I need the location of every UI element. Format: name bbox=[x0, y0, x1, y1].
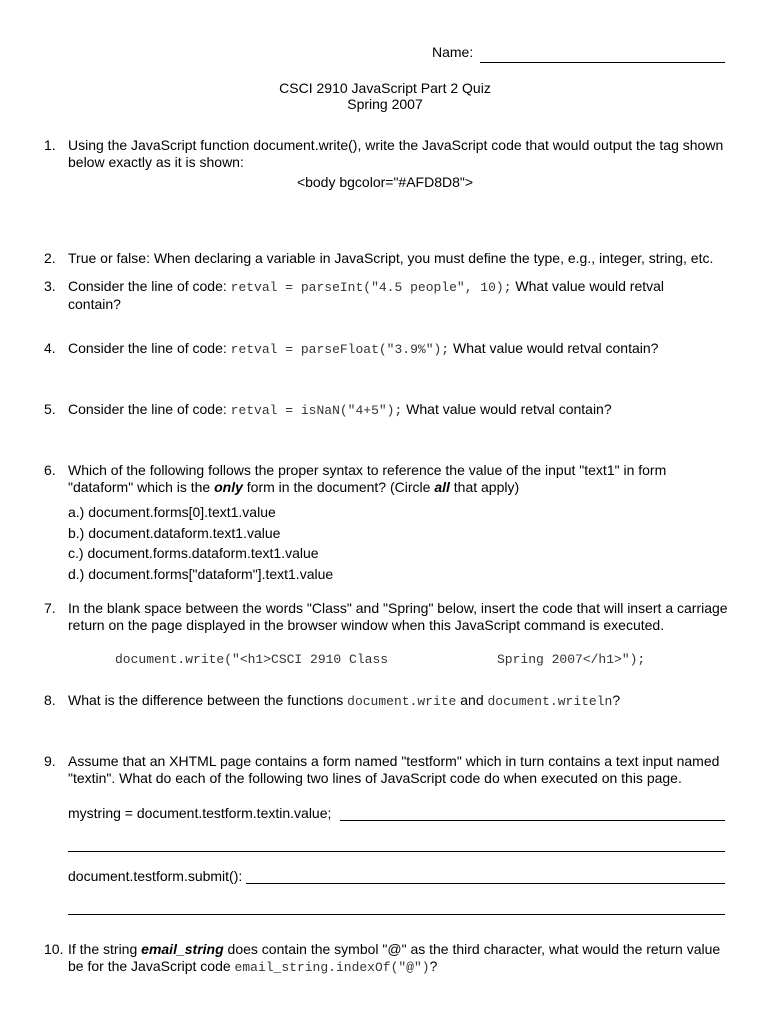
q3-line2: contain? bbox=[68, 296, 121, 312]
quiz-title: CSCI 2910 JavaScript Part 2 Quiz bbox=[279, 80, 491, 96]
q5-code: retval = isNaN("4+5"); bbox=[230, 403, 403, 418]
q4-suffix: What value would retval contain? bbox=[449, 340, 659, 356]
q9-text bbox=[68, 753, 719, 787]
q1-text bbox=[68, 137, 723, 171]
q7-line2: return on the page displayed in the browser window when this JavaScript command is executed. bbox=[68, 617, 665, 633]
q10-suffix: ? bbox=[429, 958, 438, 974]
q6-option-c[interactable]: c.) document.forms.dataform.text1.value bbox=[68, 545, 319, 561]
q6-line2 bbox=[68, 479, 666, 496]
q10-code: email_string.indexOf("@") bbox=[234, 960, 430, 975]
q9-statement2: document.testform.submit(): bbox=[68, 868, 243, 884]
q3-number: 3. bbox=[44, 278, 56, 294]
q8-suffix: ? bbox=[612, 692, 621, 708]
q3-code: retval = parseInt("4.5 people", 10); bbox=[230, 280, 512, 295]
name-label: Name: bbox=[432, 44, 474, 60]
q6-only-emphasis: only bbox=[214, 479, 243, 495]
q8-number: 8. bbox=[44, 692, 56, 708]
q9-line2: "textin". What do each of the following two lines of JavaScript code do when executed on this page. bbox=[68, 770, 682, 786]
q6-option-d[interactable]: d.) document.forms["dataform"].text1.value bbox=[68, 565, 334, 582]
q5-number: 5. bbox=[44, 401, 56, 417]
name-blank-line[interactable] bbox=[480, 62, 725, 63]
q4-text bbox=[68, 340, 658, 358]
q10-text bbox=[68, 941, 720, 976]
q1-number: 1. bbox=[44, 137, 56, 153]
q9-answer1-line2[interactable] bbox=[68, 851, 725, 852]
q6-line1: Which of the following follows the proper syntax to reference the value of the input "text1" in form bbox=[68, 462, 667, 478]
q4-prefix: Consider the line of code: bbox=[68, 340, 231, 356]
q5-prefix: Consider the line of code: bbox=[68, 401, 231, 417]
q3-prefix: Consider the line of code: bbox=[68, 278, 231, 294]
q7-line1: In the blank space between the words "Class" and "Spring" below, insert the code that will insert a carriage bbox=[68, 600, 728, 616]
q6-line2-b: form in the document? (Circle bbox=[242, 479, 435, 495]
q6-option-a[interactable]: a.) document.forms[0].text1.value bbox=[68, 504, 276, 520]
q9-answer2-line[interactable] bbox=[246, 883, 725, 884]
q1-line1: Using the JavaScript function document.write(), write the JavaScript code that would output the tag shown bbox=[68, 137, 724, 153]
q10-prefix: If the string bbox=[68, 941, 142, 957]
q9-number: 9. bbox=[44, 753, 56, 769]
quiz-term: Spring 2007 bbox=[347, 96, 423, 112]
q10-variable: email_string bbox=[141, 941, 224, 957]
q9-statement1: mystring = document.testform.textin.value; bbox=[68, 805, 332, 821]
q10-number: 10. bbox=[44, 941, 64, 957]
q9-line1: Assume that an XHTML page contains a form named "testform" which in turn contains a text input named bbox=[68, 753, 720, 769]
q1-line2: below exactly as it is shown: bbox=[68, 154, 244, 170]
q6-line2-a: "dataform" which is the bbox=[68, 479, 215, 495]
q6-all-emphasis: all bbox=[434, 479, 450, 495]
q2-number: 2. bbox=[44, 250, 56, 266]
q7-text bbox=[68, 600, 728, 634]
q6-option-b[interactable]: b.) document.dataform.text1.value bbox=[68, 524, 281, 541]
q7-code-part1: document.write("<h1>CSCI 2910 Class bbox=[115, 652, 389, 667]
q4-number: 4. bbox=[44, 340, 56, 356]
q8-prefix: What is the difference between the functions bbox=[68, 692, 348, 708]
q6-text bbox=[68, 462, 666, 496]
q7-code-part2: Spring 2007</h1>"); bbox=[497, 652, 646, 667]
q1-tag: <body bgcolor="#AFD8D8"> bbox=[296, 174, 474, 190]
q8-code2: document.writeln bbox=[487, 694, 613, 709]
q8-mid: and bbox=[456, 692, 488, 708]
q2-text: True or false: When declaring a variable in JavaScript, you must define the type, e.g., integer, string, etc. bbox=[68, 250, 714, 266]
q10-mid: does contain the symbol "@" as the third character, what would the return value bbox=[223, 941, 721, 957]
q4-code: retval = parseFloat("3.9%"); bbox=[230, 342, 450, 357]
q10-line2-prefix: be for the JavaScript code bbox=[68, 958, 235, 974]
q5-suffix: What value would retval contain? bbox=[402, 401, 612, 417]
q8-text bbox=[68, 692, 620, 710]
q9-answer1-line[interactable] bbox=[340, 820, 725, 821]
q9-answer2-line2[interactable] bbox=[68, 914, 725, 915]
q8-code1: document.write bbox=[347, 694, 457, 709]
q7-number: 7. bbox=[44, 600, 56, 616]
q6-line2-c: that apply) bbox=[449, 479, 520, 495]
q3-text bbox=[68, 278, 664, 313]
q6-options bbox=[68, 502, 333, 584]
q5-text bbox=[68, 401, 612, 419]
q3-suffix: What value would retval bbox=[511, 278, 665, 294]
q6-number: 6. bbox=[44, 462, 56, 478]
